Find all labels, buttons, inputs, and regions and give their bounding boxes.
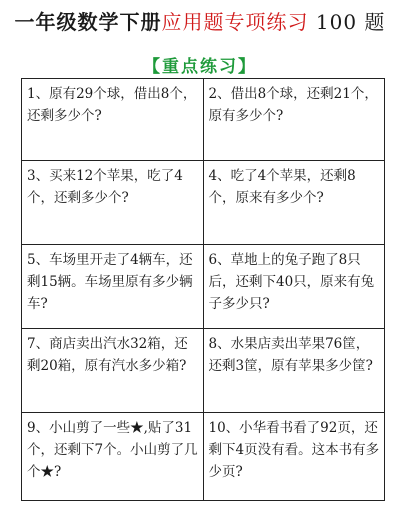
problem-cell: 3、买来12个苹果，吃了4个，还剩多少个? <box>22 161 204 245</box>
title-topic: 应用题专项练习 <box>161 10 309 34</box>
page-title <box>0 6 400 35</box>
problem-cell: 4、吃了4个苹果，还剩8个，原来有多少个? <box>203 161 385 245</box>
problem-cell: 1、原有29个球，借出8个，还剩多少个? <box>22 79 204 161</box>
problem-cell: 7、商店卖出汽水32箱，还剩20箱，原有汽水多少箱? <box>22 329 204 413</box>
problem-row <box>22 413 385 501</box>
title-grade: 一年级数学下册 <box>14 10 162 34</box>
problem-cell: 8、水果店卖出苹果76筐，还剩3筐，原有苹果多少筐? <box>203 329 385 413</box>
problem-cell: 5、车场里开走了4辆车，还剩15辆。车场里原有多少辆车? <box>22 245 204 329</box>
title-count: 100 题 <box>308 10 386 34</box>
problem-grid <box>21 78 385 501</box>
problem-cell: 6、草地上的兔子跑了8只后，还剩下40只，原来有兔子多少只? <box>203 245 385 329</box>
problem-row <box>22 161 385 245</box>
problem-row <box>22 245 385 329</box>
problem-row <box>22 79 385 161</box>
problem-cell: 2、借出8个球，还剩21个，原有多少个? <box>203 79 385 161</box>
problem-cell: 9、小山剪了一些★,贴了31个，还剩下7个。小山剪了几个★? <box>22 413 204 501</box>
problem-row <box>22 329 385 413</box>
page-subtitle: 【重点练习】 <box>143 57 257 77</box>
problem-cell: 10、小华看书看了92页，还剩下4页没有看。这本书有多少页? <box>203 413 385 501</box>
